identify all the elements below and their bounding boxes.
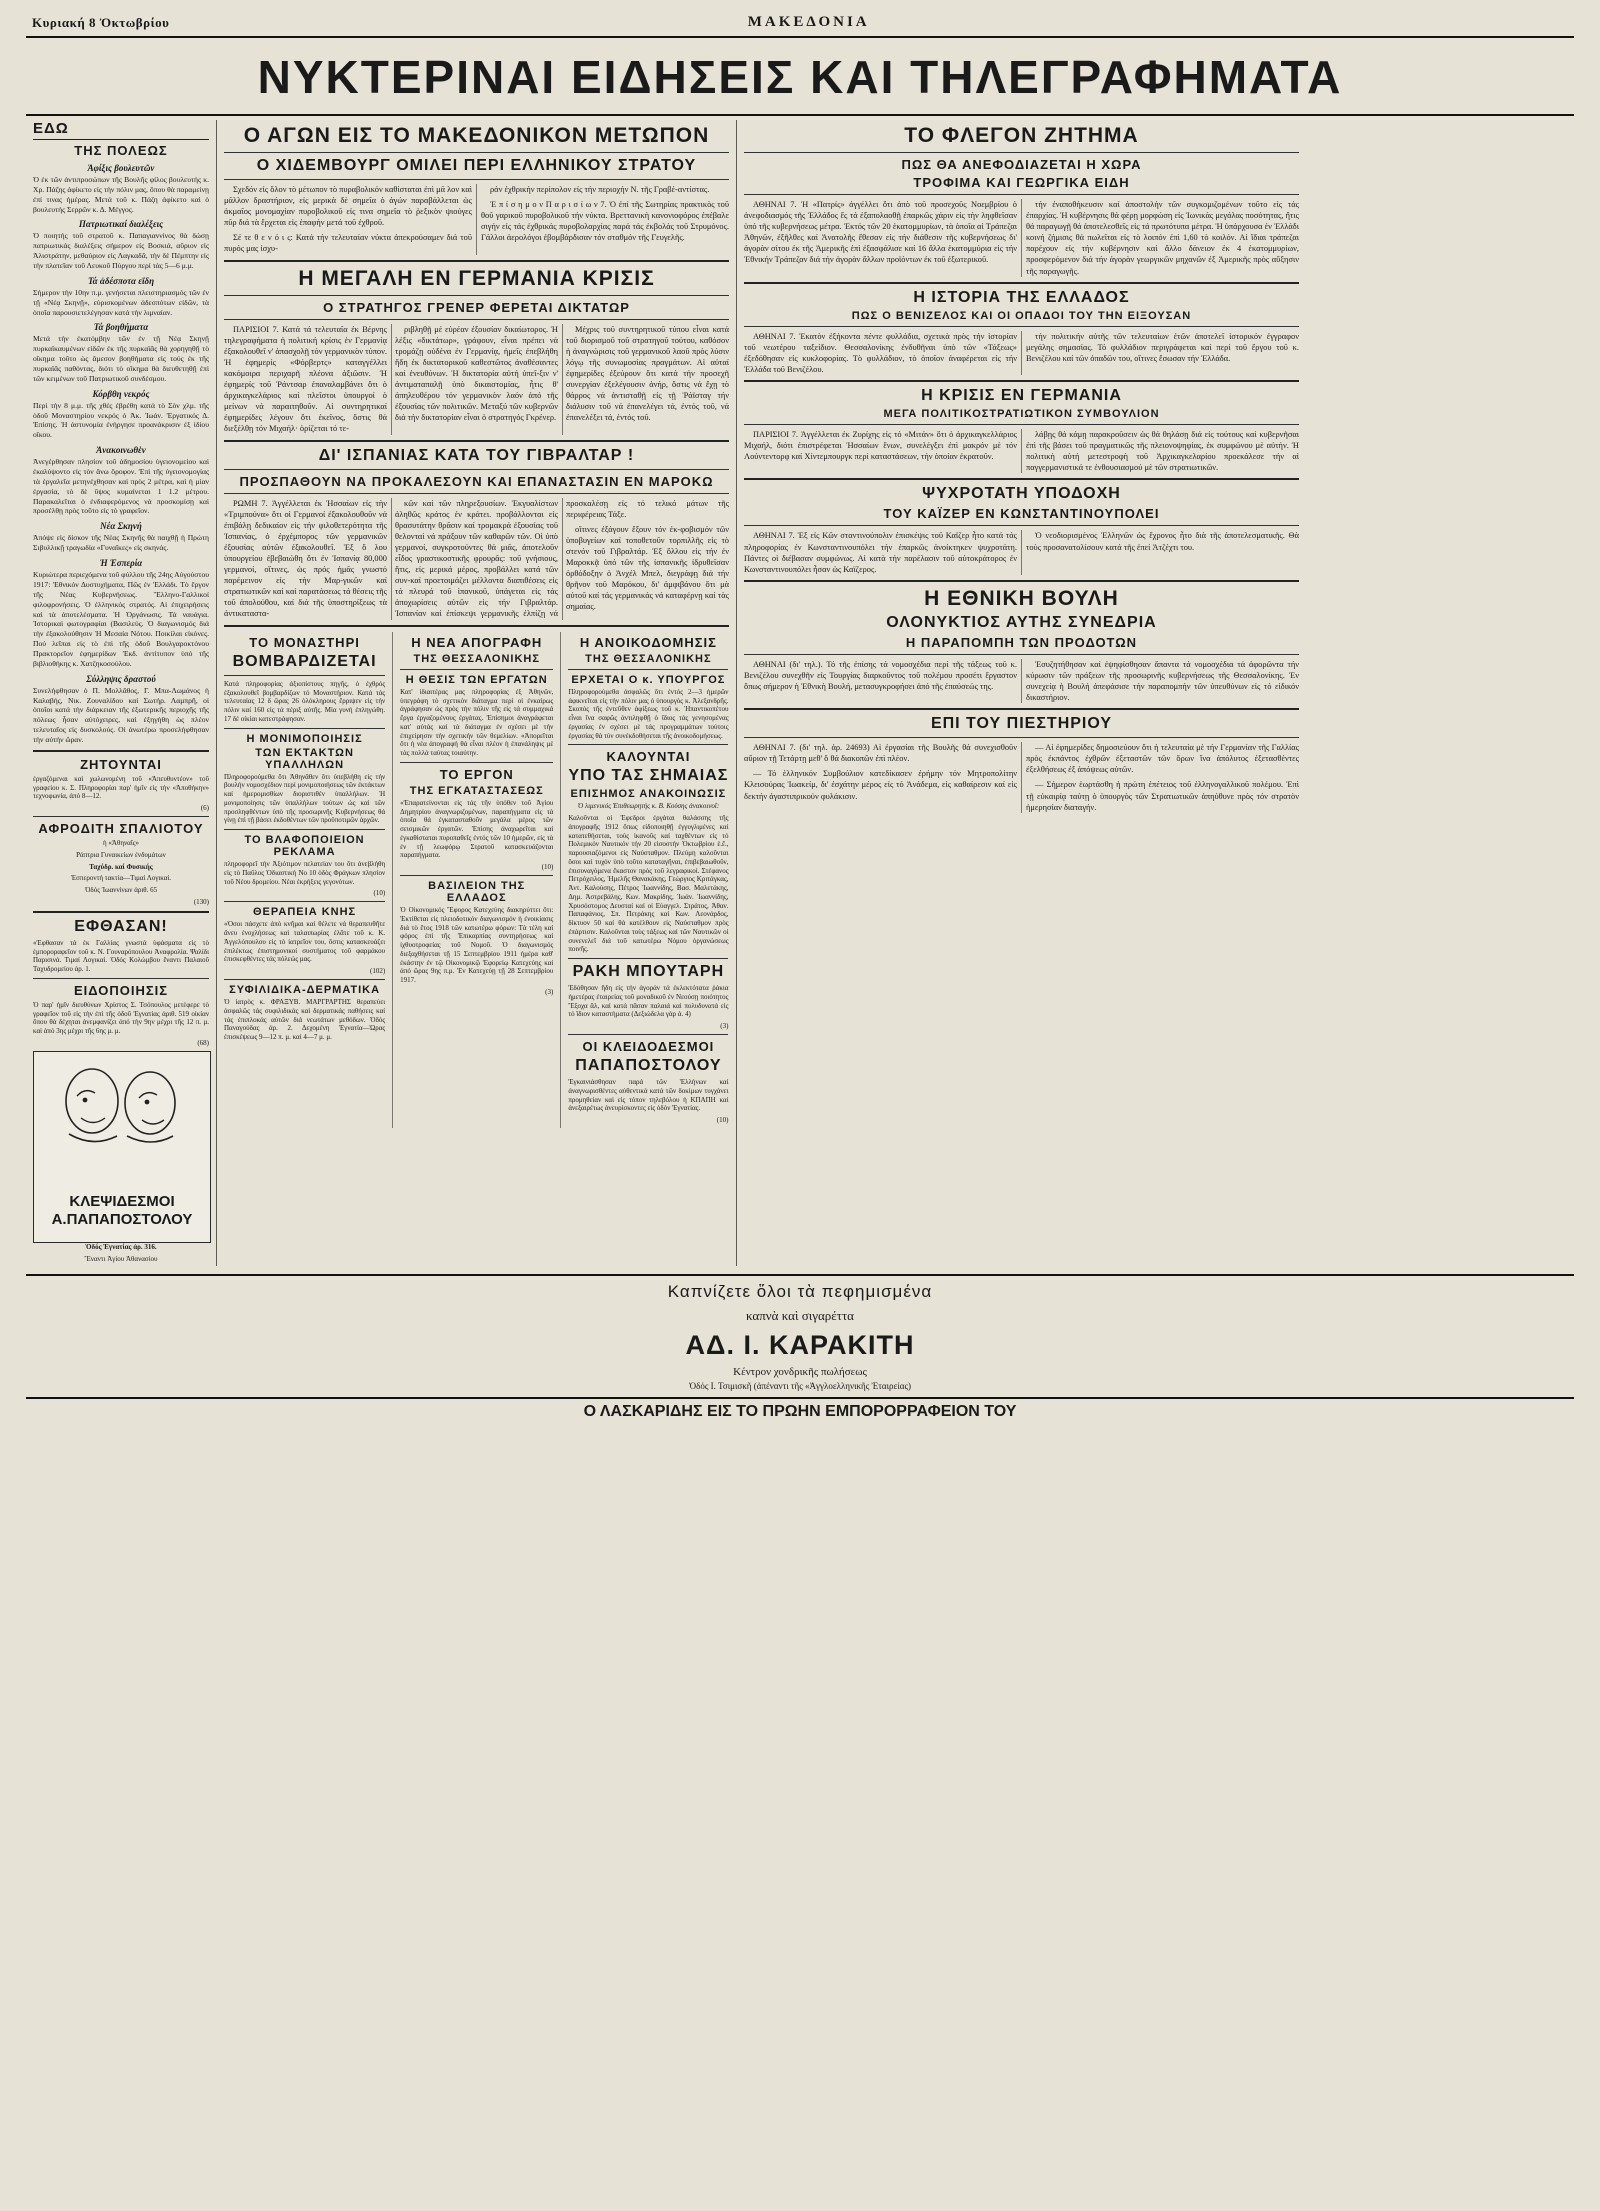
- classified-text: «Ἐφθασαν τά ἐκ Γαλλίας γνωστά ὑφάσματα εἰς τὸ ἐμποροραφεῖον τοῦ κ. Ν. Γουναρόπουλου Ἀναφρολία. Ψαλίδι Παρισινά. Τιμαί Λογικαί. Ὁδός Κολώμβου ἔναντι Παλαιοῦ Ταχυδρομείου ἀρ. 1.: [33, 938, 209, 974]
- headline-census: Η ΝΕΑ ΑΠΟΓΡΑΦΗ: [411, 634, 543, 650]
- item-number: (10): [541, 863, 554, 872]
- divider: [400, 762, 553, 763]
- advert-raki-text: Ἐδόθησαν ἤδη εἰς τήν ἀγοράν τά ἐκλεκτότατα ῥάκια ἡμετέρας ἐταιρείας τοῦ μοναδικοῦ ἐν Νεούσῃ ποιότητος Ἔξοχα ἄλ, καί κατά πᾶσαν παλαιά καί πολυδυνατά εἰς τό ἴδιον καταστήματα (Δεξιώδελα γὰρ ἀ. 4): [568, 984, 729, 1019]
- advert-raki-heading: ΡΑΚΗ ΜΠΟΥΤΑΡΗ: [572, 963, 725, 981]
- advert-number: (10): [716, 1116, 729, 1125]
- history-paragraph: τήν πολιτικήν αὐτῆς τῶν τελευταίων ἐτῶν ἀποτελεῖ ἱστορικόν ἐγγραφον μεγάλης σημασίας. Τό φυλλάδιον περιγράφεται καί περί τοῦ ἔργου τοῦ κ. Βενιζέλου καί τῶν ὁπαδῶν του, οἵτινες ἔσωσαν τήν Ἑλλάδα.: [1026, 331, 1299, 363]
- divider: [744, 194, 1299, 195]
- divider: [33, 750, 209, 752]
- germany-paragraph: Μέχρις τοῦ συντηρητικοῦ τύπου εἶναι κατά τοῦ διορισμοῦ τοῦ στρατηγοῦ τούτου, καθόσον ἡ ἀναγνώρισις τοῦ γερμανικοῦ λαοῦ πρὸς λύσιν λόγῳ τῆς συνωμοσίας πραγμάτων. Αἱ αὐταί ἐφημερίδες ἐξεύρουν ὅτι κατά τήν προσεχῆ συνεργίαν ἐξελέγουσιν ἀνήρ, ὅστις νά ἔχῃ τὸ θάρρος νά ἀντισταθῇ εἰς τῇ Ῥάϊσταγ τήν διάλυσιν τοῦ νά ἐπανελέγει τά, ἐντός τοῦ, νά ἐπανελέξει τά, ἐντός τοῦ.: [566, 324, 729, 423]
- local-item-heading: Πατριωτικαί διαλέξεις: [78, 219, 164, 230]
- monastery-text: Κατά πληροφορίας ἀξιοπίστους πηγῆς, ὁ ἐχθρός ἐξακολουθεῖ βομβαρδίζων τό Μοναστήριον. Κατά τάς τελευταίας 12 δ ὥρας 26 ὁλόκληρους ἔρριψεν εἰς τήν πόλιν καί 160 εἰς τά πέριξ αὐτῆς. Μία γυνή ἐπληγώθη. 17 δέ οἰκίαι κατεστράφησαν.: [224, 679, 386, 723]
- crisis-body: [744, 429, 1299, 473]
- divider: [568, 958, 728, 959]
- lower-subcolumns: [224, 632, 729, 1128]
- subhead-workers: Η ΘΕΣΙΣ ΤΩΝ ΕΡΓΑΤΩΝ: [405, 673, 548, 686]
- headline-kingdom-notice: ΒΑΣΙΛΕΙΟΝ ΤΗΣ ΕΛΛΑΔΟΣ: [428, 880, 526, 905]
- advert-brand-line1: ΚΛΕΨΙΔΕΣΜΟΙ: [69, 1193, 175, 1211]
- germany-crisis-body: [224, 324, 729, 435]
- history-body: [744, 331, 1299, 375]
- bottom-advert-line1: Καπνίζετε ὅλοι τὰ πεφημισμένα: [667, 1282, 933, 1302]
- advert-reklama-heading: ΤΟ ΒΛΑΦΟΠΟΙΕΙΟΝ ΡΕΚΛΑΜΑ: [244, 834, 365, 859]
- classified-number: (130): [193, 897, 209, 906]
- column-local-news: [26, 120, 216, 1266]
- divider: [744, 525, 1299, 526]
- divider: [224, 260, 729, 262]
- divider: [568, 1034, 728, 1035]
- census-text: Κατ' ἰδιαιτέρας μας πληροφορίας ἐξ Ἀθηνῶν, ὑπεγράφη τὸ σχετικὸν διάταγμα περί οἱ ἐνκαίρως ἀγράφησαν ὡς πρὸς τὴν πόλιν τῆς εἰς τά συμμαχικά ἔργα ἐργαζομένους ἐργάτας. Ἐπίσημοι ἀναγράφεται κατ' αὐτάς καί τὰ διάταγμα ἐν σχέσει μὲ τήν ἐπιχείρησιν τήν σχετικήν τῶν θεμελίων. «Ἀπορεῖται ὅτι ἡ νέα ἀπογραφή θά εἶναι πλέον ἡ ἐπανάληψις μὲ τὰς πολλά ταύτας τοιαύτην.: [400, 687, 554, 758]
- stop-press-paragraph: ΑΘΗΝΑΙ 7. (δι' τηλ. ἀρ. 24693) Αἱ ἐργασίαι τῆς Βουλῆς θά συνεχισθοῦν αὔριον τῇ Τετάρτῃ μεθ' ὅ θά διακοπῶν ἐπὶ πλέον.: [744, 743, 1017, 764]
- divider: [224, 469, 729, 470]
- classified-line: ἡ «Ἀθηναῖς»: [103, 839, 139, 848]
- subhead-venizelos: ΠΩΣ Ο ΒΕΝΙΖΕΛΟΣ ΚΑΙ ΟΙ ΟΠΑΔΟΙ ΤΟΥ ΤΗΝ ΕΙΞΟΥΣΑΝ: [851, 309, 1192, 322]
- divider: [224, 295, 729, 296]
- headline-crisis-germany: Η ΚΡΙΣΙΣ ΕΝ ΓΕΡΜΑΝΙΑ: [921, 387, 1122, 405]
- classified-line: Ράπτρια Γυναικείων ἐνδυμάτων: [76, 850, 166, 859]
- headline-monastery: ΤΟ ΜΟΝΑΣΤΗΡΙ: [249, 634, 360, 650]
- parliament-paragraph: Ἐσυζητήθησαν καί ἐψηφίσθησαν ἅπαντα τά νομοσχέδια τά ἀφορῶντα τήν κύρωσιν τῶν πράξεων τῆς προσωρινῆς κυβερνήσεως τῆς Θεσσαλονίκης. Ἐν συνεχείᾳ ἡ Βουλή ἀπεφάσισε τήν παραπομπήν τῶν ὑπευθύνων εἰς τό εἰδικόν δικαστήριον.: [1026, 659, 1299, 703]
- local-item: [33, 445, 209, 516]
- subhead-under-flags: ΥΠΟ ΤΑΣ ΣΗΜΑΙΑΣ: [568, 767, 729, 785]
- burning-issue-body: [744, 199, 1299, 277]
- section-title-city: ΤΗΣ ΠΟΛΕΩΣ: [74, 143, 168, 158]
- headline-macedonian-front: Ο ΑΓΩΝ ΕΙΣ ΤΟ ΜΑΚΕΔΟΝΙΚΟΝ ΜΕΤΩΠΟΝ: [243, 124, 710, 147]
- local-item: [33, 558, 209, 669]
- classified-heading: ΕΙΔΟΠΟΙΗΣΙΣ: [73, 982, 169, 998]
- classified-arrived: [33, 918, 209, 974]
- classified-text: Ὁ παρ' ἡμῖν διευθύνων Χρίστος Σ. Τσόπουλος μετέφερε τὸ γραφεῖον τοῦ εἰς τὴν ἐπὶ τῆς ὁδοῦ Ἐγνατίας ἀριθ. 519 οἰκίαν ὅπου θὰ δέχηται ἀνεμφανίζει ἀπό τὴν 9ην μέχρι τῆς 12 π. μ. καὶ ἀπό 3ης μέχρι τῆς 6ης μ. μ.: [33, 1000, 209, 1036]
- classified-heading: ΖΗΤΟΥΝΤΑΙ: [80, 756, 162, 772]
- classified-line: Ἐσπεροντή τακτία—Τιμαί Λογικαί.: [70, 874, 172, 883]
- advert-kleidesmoi-heading: ΟΙ ΚΛΕΙΔΟΔΕΣΜΟΙ: [582, 1039, 715, 1055]
- classified-line: Ὁδός Ἰωαννίνων ἀριθ. 65: [84, 886, 158, 895]
- local-item-heading: Κόρβθη νεκρός: [92, 388, 150, 399]
- advert-number: (3): [720, 1022, 729, 1031]
- local-item-heading: Τά βοηθήματα: [93, 322, 149, 333]
- divider: [744, 424, 1299, 425]
- subhead-supply: ΠΩΣ ΘΑ ΑΝΕΦΟΔΙΑΖΕΤΑΙ Η ΧΩΡΑ: [901, 157, 1142, 172]
- headline-monopoly: Η ΜΟΝΙΜΟΠΟΙΗΣΙΣ: [246, 732, 363, 745]
- local-item-text: Μετά τὴν ἐκατόμβην τῶν ἐν τῇ Νέᾳ Σκηνῇ πυρκαϊκαυμένων εἰδῶν ἐκ τῆς πυρκαϊᾶς θὰ χορηγηθῇ τὸ οἴκημα τοῦτο ὡς ἄμεσον βοηθήματα εἰς τούς ἐκ τῆς πυρκαϊᾶς παθόντας, διότι τὸ οἴκημα θὰ διευθετηθῇ ἐπὶ τῶν κειμένων τοῦ Πατριωτικοῦ συνδέσμου.: [33, 334, 209, 383]
- classified-text: ἐργαζόμεναι καὶ χωλωνομένη τοῦ «Ἀπευθυντέον» τοῦ γραφείου κ. Σ. Πληροφορίαι παρ' ἡμῖν εἰς τὴν «Ἀποθήκην» τεχνοφωνία, ἀπό 8—12.: [33, 774, 209, 801]
- headline-rebuild: Η ΑΝΟΙΚΟΔΟΜΗΣΙΣ: [579, 634, 717, 650]
- spain-paragraph: οἵτινες ἐξάγουν ἕξουν τόν ἐκ-φοβισμόν τῶν ὑποβυγείων καί τοποθετοῦν τορπιλλῆς εἰς τὸ στενόν τοῦ Γιβραλτάρ. Ἐξ ὅλλου εἰς τήν ἐν Μαροκκᾷ ὑπό τῶν τῆς ἰσπανικῆς ἰδρυθεῖσαν ὀρθόδοξην ὁ Ἀνχέλ Μπελ, διεγράφῃ διά τήν θρῆνον τοῦ Μαρόκου, δι' ἀμφιβάνου ὅτι μὰ αὐτοῦ καί τάς γερμανικάς νά καταφέρνῃ καί τὰς σημαίας.: [566, 524, 729, 612]
- divider: [224, 829, 385, 830]
- divider: [224, 493, 729, 494]
- bottom-advert: [26, 1274, 1574, 1391]
- history-paragraph: ΑΘΗΝΑΙ 7. Ἐκατὸν ἐξήκοντα πέντε φυλλάδια, σχετικὰ πρὸς τήν ἱστορίαν τοῦ νεωτέρου ταξείδιον. Θεσσαλονίκης ἐνδυθῆναι ὑπὸ τῶν «Τάξεως» ἐξεδόθησαν εἰς κυκλοφορίας. Τὸ φυλλάδιον, τὸ ὁποῖον ἀναφέρεται εἰς τήν Ἑλλάδα τοῦ Βενιζέλου.: [744, 331, 1017, 374]
- classified-notice: [33, 983, 209, 1047]
- local-item: [33, 389, 209, 440]
- flags-text: Καλοῦνται οἱ Ἐφεδροι ἐργάται θαλάσσης τῆς ἀπογραφῆς 1912 ὅπως εἰδοποιηθῇ ἐγγυγλιμένες καί κατατεθήσεται, τοὺς ἱκανοῦς καί ταχθέντων εἰς τό Πολεμικόν Ναυτικόν τήν 20 εἰσοστήν Ὀκτωβρίου ἑ.ἔ., παρουσιαζόμενοι εἰς Ναύσταθμον. Πλεύμη καλοῦνται ὅσοι καί τυχόν ὑπὸ τοῦτο καταταγῆναι, ἐπιβεβαιωθοῦν, ἐπισυναγόμενα ἔκαστον πρὸς τοῦ λεγραφικοί. Στέφανος Πετρόχειλος, Ἠμελῆς Θανακάκης, Γεώργιος Κριτάγκας, Ἀντ. Καλούσης, Πέτρος Ἰωαννίδης, Βασ. Μαλετάκης, Δημ. Ἀστρεβάλης, Κων. Μακρίδης, Ἰωάν. Ἰωαννίδης, Χρυσόστομος Δευσταί καί οἱ Εὐαγγελ. Στράτος, Ἀθαν. Παπαφάνιος, Σπ. Πετράκης καί Κων. Λεονάρδος, δίκτυον 50 καί θά κατέλθουν εἰς Ναύσταθμον πρὸς ἐπάρτισιν. Καλοῦνται τοὺς τάξεως καί τῶν Ναυτικῶν οἱ συνενελεῖ διά τοῦ κατωτέρω Νόμου ὀργανώσεως ποινῆς.: [568, 814, 729, 954]
- parliament-paragraph: ΑΘΗΝΑΙ (δι' τηλ.). Τό τῆς ἐπίσης τά νομοσχέδια περί τῆς τάξεως τοῦ κ. Βενιζέλου συνεχθῆν εἰς Τουργίας διαρκοῦντος τοῦ πολέμου προσέτι ἔργαστον ὅπως σήμερον ἡ Ἐθνικὴ Βουλή, μετασυγκροφήσει ἀπό τῆς ἐπαύσεώς της.: [744, 659, 1017, 691]
- monopoly-text: Πληροφορούμεθα ὅτι Ἀθηνᾶθεν ὅτι ὑπεβλήθη εἰς τήν βουλήν νομοσχέδιον περί μονιμοποιήσεως τῶν ἐκτάκτων καί ἡμερομισθίων διοριστιθέν ὑπαλλήλων. Ἡ μονιμοποίησις τῶν ὑπαλλήλων τούτων ὡς καί τῶν προσληφθέντων ὑπὸ τῆς προσωρινῆς Κυβερνήσεως θά γίνῃ ἐπὶ τῇ βάσει ἐκδοθέντων τῶν προϋποτιμῶν ἀρχῶν.: [224, 772, 386, 825]
- spain-body: [224, 498, 729, 620]
- column-national-news: [736, 120, 1306, 1266]
- subhead-installation: ΤΗΣ ΕΓΚΑΤΑΣΤΑΣΕΩΣ: [409, 784, 544, 797]
- divider: [400, 669, 553, 670]
- headline-germany-crisis: Η ΜΕΓΑΛΗ ΕΝ ΓΕΡΜΑΝΙΑ ΚΡΙΣΙΣ: [298, 266, 655, 290]
- burning-paragraph: ΑΘΗΝΑΙ 7. Ἡ «Πατρίς» ἀγγέλλει ὅτι ἀπὸ τοῦ προσεχοῦς Νοεμβρίου ὁ ἀνεφοδιασμός τῆς Ἑλλάδος ἔς τά ἐξαπολαοθῇ ἐπαρκῶς χάριν εἰς τὴν ληφθεῖσαν ὑπό τῆς κυβερνήσεως μέτρα. Ἐκτός τῶν 20 ἑκατομμυρίων, τὰ ὁποῖα αἱ Τράπεζαι Ἀθηνῶν, ἐξῆλθες καί Ἀνατολῆς ἔθεσαν εἰς τήν διάθεσιν τῆς κυβερνήσεως δι' ἀγορὰν σίτου ἐκ τῆς Ἀμερικῆς ἐπὶ ἐξασφάλισε καί 16 ἄλλα ἑκατομμύρια εἰς τήν Ἐθνικήν Τράπεζαν διά τήν ἀγορὰν ἄλλων προϊόντων ἐκ τοῦ ἐξωτερικοῦ.: [744, 200, 1017, 265]
- burning-paragraph: τήν ἐναποθήκευσιν καί ἀποστολὴν τῶν συγκομιζομένων τοῦτο εἰς τάς ἐπαρχίας. Ἡ κυβέρνησις θά φέρῃ μορφώση εἰς Ἰωνικὰς μεγάλας ποσότητας, ἤτις θά παραγωγῇ θά ἀποτελεσθεῖς εἰς τά πρωτότυπα μέτρα. Ἡ ὑπάρχουσα ἐν Ἑλλάδι κοινή ζήμισις θά πωλεῖται εἰς τὸ λοιπόν ἐπὶ 1,60 τὸ κοιλόν. Αἱ ἴδιαι τράπεζαι παρέχουν εἰς τήν κυβέρνησιν καί ἄλλο δάνειον ἐκ 4 ἑκατομμυρίων, προσφερόμενον διά τήν ἀγορὰν γεωργικῶν μηχανῶν ἐξ Ἀμερικῆς πρὸς αὔξησιν τῆς παραγωγῆς.: [1026, 200, 1299, 276]
- divider: [744, 708, 1299, 710]
- headline-called-up: ΚΑΛΟΥΝΤΑΙ: [606, 749, 691, 765]
- divider: [568, 669, 728, 670]
- crisis-paragraph: ΠΑΡΙΣΙΟΙ 7. Ἀγγέλλεται ἐκ Ζυρίχης εἰς τό «Μιτάν» ὅτι ὁ ἀρχικαγκελλάριος Μιχαήλ, διότι ἐπιστρέφεται Ἡσσαίων ἔνων, συνελέγξει ἐπὶ μακρόν μὲ τόν Λούντεντορφ καί Χίντεμπουργκ περί καταστάσεων, τήν ὁποίαν ἐκρατοῦν.: [744, 430, 1017, 462]
- advert-number: (10): [373, 889, 386, 898]
- divider: [744, 380, 1299, 382]
- headline-history-greece: Η ΙΣΤΟΡΙΑ ΤΗΣ ΕΛΛΑΔΟΣ: [913, 288, 1130, 306]
- work-text: «Ἐπαρατείνονται εἰς τάς τῆν ὑπόθεν τοῦ Ἁγίου Δημητρίου ἀναγνωριζομένων, παραπήγματα εἰς τὰ ὁποῖα θά ἐγκατασταθοῦν μεγάλα μέρος τῶν σεισμικῶν ἐργατῶν. Ἐπίσης ἀναχωρεῖται καί ἐγκαθίσταται πυροπαθεῖς ἐντός τῶν 10 ἡμερῶν, εἰς τὰ ἐν τῇ λεωφόρῳ Στρατοῦ κατασκευάζονται παραπήγματα.: [400, 798, 554, 860]
- stop-press-paragraph: — Αἱ ἐφημερίδες δημοσιεύουν ὅτι ἡ τελευταία μὲ τήν Γερμανίαν τῆς Γαλλίας πρὸς ἐκπάντος ἐχθρῶν ἐξεταστῶν τῶν ὅρων ἵνα ἀπόλυτος ἐξετασθέντες ἐξελθήσεως ἐξ ἀπόψεως αὐτῶν.: [1026, 743, 1299, 775]
- local-item-heading: Ἀνακοινωθὲν: [96, 445, 146, 456]
- war-report-body: [224, 184, 729, 255]
- bottom-advert-line2: καπνὰ καὶ σιγαρέττα: [745, 1308, 854, 1324]
- advert-illustration: [33, 1051, 211, 1243]
- stop-press-paragraph: — Τό ἑλληνικόν Συμβούλιον κατεδίκασεν ἐρήμην τόν Μητροπολίτην Κλεισούρας Ἰωακείμ, δι' ἐσχάτην μέρος εἰς τό Ἀνάδεμα, εἰς καθαίρεσιν καί εἰς δεκτήν ἀγαστιπρικούν φυλάκισιν.: [744, 769, 1017, 801]
- headline-national-parliament: Η ΕΘΝΙΚΗ ΒΟΥΛΗ: [924, 586, 1119, 610]
- advert-brand-line2: Α.ΠΑΠΑΠΟΣΤΟΛΟΥ: [51, 1210, 193, 1228]
- local-item-text: Ὁ ἐκ τῶν ἀντιπροσώπων τῆς Βουλῆς φίλος βουλευτής κ. Χρ. Πάζης ἀφίκετο εἰς τὴν πόλιν μας, ὅπου θὰ παραμείνῃ ἐπί τινας ἡμέρας. Μετά τοῦ κ. Πάζη ἀφίκετο καὶ ὁ βουλευτής Σερρῶν κ. Δ. Μέγγος.: [33, 175, 209, 214]
- subhead-minister-arrives: ΕΡΧΕΤΑΙ Ο κ. ΥΠΟΥΡΓΟΣ: [571, 673, 726, 686]
- local-item: [33, 521, 209, 553]
- divider: [33, 911, 209, 913]
- subhead-monopoly: ΤΩΝ ΕΚΤΑΚΤΩΝ ΥΠΑΛΛΗΛΩΝ: [255, 746, 354, 771]
- classified-wanted: [33, 757, 209, 812]
- local-item-heading: Νέα Σκηνή: [100, 521, 142, 532]
- advert-clinic-heading: ΣΥΦΙΛΙΔΙΚΑ-ΔΕΡΜΑΤΙΚΑ: [229, 984, 381, 997]
- local-item-text: Σήμερον τὴν 10ην π.μ. γενήσεται πλειστηριασμός τῶν ἐν τῇ «Νέᾳ Σκηνῇ», εὑρισκομένων ἀδεσπότων εἰδῶν, τὰ ὁποῖα παρουσιετελέγησαν κατά τὴν λιμναίαν.: [33, 287, 209, 317]
- germany-paragraph: ΠΑΡΙΣΙΟΙ 7. Κατά τά τελευταῖα ἐκ Βέρνης τηλεγραφήματα ἡ πολιτική κρίσις ἐν Γερμανίᾳ ἐξακολουθεῖ ν' ἀπασχολῇ τόν γερμανικὸν τύπον. Ἡ ἐφημερίς «Φόρβερτς» καταγγέλλει κακόμοιρα περιχαρῆ πλέονα ἀξιῶσιν. Ἡ ἐφημερίς τοῦ Ῥάντσαρ ἐπαναλαμβάνει ὅτι ὁ ἀρχικαγκελάριος καί πλεῖστοι ὑπουργοί ὁ μείνων νά παραιτηθοῦν. Αἱ συντηρητικαί ἐφημερίδες λέγουν ὅτι ἐκεῖνος, ὅστις θά διεξέλθῃ τόν Μιχαήλ· ὁρίζεται τό τε-: [224, 324, 387, 434]
- local-item-text: Ἀπόψε εἰς δίσκον τῆς Νέας Σκηνῆς θὰ παιχθῇ ἡ Πρώτη Σιβυλλικῇ τραγωδία «Γυναῖκες» εἰς σκηνάς.: [33, 533, 209, 553]
- divider: [744, 282, 1299, 284]
- page-banner-title: ΝΥΚΤΕΡΙΝΑΙ ΕΙΔΗΣΕΙΣ ΚΑΙ ΤΗΛΕΓΡΑΦΗΜΑΤΑ: [26, 38, 1574, 116]
- divider: [744, 580, 1299, 582]
- rebuild-text: Πληροφορούμεθα ἀσφαλῶς ὅτι ἐντός 2—3 ἡμερῶν ἀφικνεῖται εἰς τήν πόλιν μας ὁ ὑπουργὸς κ. Ἀλεξανδρῆς. Σκοπός τῆς ἐντεῦθεν ἀφίξεως τοῦ κ. Ἡπαντικοπέτου εἶναι ἵνα σαφῶς ἀντιληφθῇ ὁ ἴδιος τάς γενησομένας ἐργασίας ἐν σχέσει μὲ τάς προγραμμάτων τούτοις ἐργασίας θά τύν συνέκδοθήσεται τῆς ἀνοικοδομήσεως.: [568, 687, 729, 740]
- advert-therapy-text: «Ὁσοι πάσχετε ἀπὸ κνῆμαι καί θέλετε νά θεραπευθῆτε ἄνευ ἐνοχλήσεως καὶ ταλαιπωρίας ἐλᾶτε τοῦ κ. Κ. Ἀγγελόπουλου εἰς τὸ ἰατρεῖον του, ὅστις κατασκευάζει ἐπιλέκτως ἐπιστημονικοί συστήματος τοῦ φαρμάκου ἐπισκεφθέντες τάς πόλεώς μας.: [224, 920, 386, 964]
- classified-number: (6): [200, 804, 209, 813]
- divider: [224, 979, 385, 980]
- germany-paragraph: ριβληθῇ μέ εὐρέαν ἐξουσίαν δικαίωτορος. Ἡ λέξις «δικτάτωρ», γράφουν, εἶναι πρέπει νά τρομάζῃ οὐδένα ἐν Γερμανίᾳ, ἠμεῖς ἐπεβλήθη ἤδη ἐκ δικτατορικοῦ καθεστῶτος ἀναθέσαντες καί ἐνευθύνων. Ἡ δικτατορία αὐτή ὑπεῖ-ξιν ν' ἀντιματαπαλῇ ὑπὸ δικαιστομίας, ἧτις θ' ἀπηλευθέρου τόν γερμανικὸν λαόν ἀπό τῆς ἐξουσίας τῶν πολιτικῶν. Μεταξύ τῶν κυβερνῶν διά τήν δικτατορίαν εἶναι ὁ στρατηγός Γκρένερ.: [395, 324, 558, 423]
- classified-heading: ΑΦΡΟΔΙΤΗ ΣΠΑΛΙΟΤΟΥ: [38, 821, 204, 837]
- kaiser-paragraph: ΑΘΗΝΑΙ 7. Ἐξ εἰς Κῶν σταντινούπολιν ἐπισκέψις τοῦ Καϊζερ ἦτο κατά τάς πληροφορίας ἐν Κωνσταντινουπόλει τήν ἐπαρκῶς ἀνοίκτηκεν ψυχροτάτη. Πάντες οἱ διέβασαν συμφώνως. Αἱ κατὰ τήν παρέλασιν τοῦ αὐτοκράτορος ἐν Κωνσταντινουπόλει ἦσαν ὡς Καϊζερος.: [744, 531, 1017, 574]
- local-item: [33, 322, 209, 383]
- war-report-paragraph: Σέ τε θ ε ν ό ι ς: Κατά τήν τελευταίαν νύκτα ἀπεκρούσαμεν διά τοῦ πυρός μας ἰσχυ-: [224, 233, 472, 254]
- subhead-traitors: Η ΠΑΡΑΠΟΜΠΗ ΤΩΝ ΠΡΟΔΟΤΩΝ: [905, 634, 1138, 650]
- column-war-front: [216, 120, 736, 1266]
- classified-heading: ΕΦΘΑΣΑΝ!: [74, 917, 168, 935]
- local-item-heading: Σύλληψις δραστού: [86, 673, 156, 684]
- local-item-text: Ὁ ποιητής τοῦ στρατοῦ κ. Παπαγιαννίνος θὰ δώσῃ πατριωτικάς διαλέξεις σήμερον εἰς Βοσκιά, αὔριον εἰς Ἀλιστράτην, μεθαύριον εἰς Λαγκαδᾶ, τὴν δὲ Πέμπτην εἰς τὴν πλατεῖαν τοῦ Λευκοῦ Πύργου περί τὰς 5—6 μ.μ.: [33, 231, 209, 271]
- subhead-kaiser-constantinople: ΤΟΥ ΚΑΪΖΕΡ ΕΝ ΚΩΝΣΤΑΝΤΙΝΟΥΠΟΛΕΙ: [883, 506, 1160, 522]
- subhead-war-council: ΜΕΓΑ ΠΟΛΙΤΙΚΟΣΤΡΑΤΙΩΤΙΚΟΝ ΣΥΜΒΟΥΛΙΟΝ: [883, 408, 1160, 421]
- subhead-hindenburg: Ο ΧΙΔΕΜΒΟΥΡΓ ΟΜΙΛΕΙ ΠΕΡΙ ΕΛΛΗΝΙΚΟΥ ΣΤΡΑΤΟΥ: [256, 157, 697, 174]
- two-men-drawing-icon: [47, 1056, 197, 1156]
- divider: [33, 816, 209, 817]
- subcolumn-rebuild: [560, 632, 728, 1128]
- kiosk-label: ΕΔΩ: [33, 120, 209, 140]
- stop-press-body: [744, 742, 1299, 813]
- headline-monastery-bombed: ΒΟΜΒΑΡΔΙΖΕΤΑΙ: [232, 652, 377, 670]
- item-number: (3): [545, 987, 554, 996]
- bottom-advert-address: Ὁδός Ι. Τσιμισκῆ (ἀπέναντι τῆς «Ἀγγλοελληνικῆς Ἐταιρείας): [688, 1381, 912, 1392]
- advert-illustration-text: [34, 1193, 210, 1228]
- crisis-paragraph: λάβῃς θά κάμῃ παρακροῦσειν ὡς θά θηλάσῃ διά εἰς τούτους καὶ κυβερνῆσαι ἐπὶ τῆς βάσει τοῦ πραγματικῶς τῆς πλειονοψηφίας, ἐκ συμφώνου μὲ αὐτήν. Ἡ πολιτικὴ αὐτή μετεστροφὴ τοῦ Ἀρχικαγκελαρίου προεκάλεσε τήν αἱ παγγερμανιστικά τε ἐνθουσιασμού μὲ τῶν στρατιωτικῶν.: [1026, 430, 1299, 473]
- classified-dressmaker: [33, 821, 209, 906]
- classified-line: Ταχύδρ. καί Φυσικής: [89, 862, 153, 871]
- local-item: [33, 219, 209, 270]
- local-item-heading: Ἀφίξις βουλευτῶν: [87, 163, 155, 173]
- kaiser-body: [744, 530, 1299, 574]
- divider: [744, 152, 1299, 153]
- advert-clinic-text: Ὁ ἰατρὸς κ. ΦΡΑΞΥΒ. ΜΑΡΓΡΑΡΤΗΣ θεραπεύει ἀσφαλῶς τάς συφιλιδικάς καὶ δερματικάς παθήσεις καί τάς ἐπιπλοκάς αὐτῶν διά νεωτάτων μεθόδων. Ὁδός Παναγούδας ἀρ. 2. Δεχομένη Ἐγνατία—Ὡρας ἐπισκέψεως 9—12 π. μ. καί 4—7 μ. μ.: [224, 998, 386, 1042]
- kingdom-notice-text: Ὁ Οἰκονομικός Ἔφορος Κατεχεύης διακηρύττει ὅτι: Ἐκτίθεται εἰς πλειοδοτικόν διαγωνισμόν ἡ ἐνοικίασις διά τὸ ἔτος 1918 τῶν κατωτέρω φόρων: Τὰ τέλη καί φόρος ἐπὶ τῆς Ἐπικαρπίας συντηρήσεως καί ἰχθυοτροφείας τοῦ Νομοῦ. Ὁ διαγωνισμός διεξαχθήσεται τῇ 15 Σεπτεμβρίου 1911 ἡμέρα καθ' ἐκάστην ἐν τῷ Οἰκονομικῷ Ἐφορείῳ Κατεχεύης καί ἀπό ὥρας 9ης π.μ. Ἐν Κατεχεύῃ τῇ 28 Σεπτεμβρίου 1917.: [400, 906, 554, 985]
- divider: [744, 737, 1299, 738]
- column-grid: [26, 120, 1574, 1266]
- divider: [744, 654, 1299, 655]
- divider: [224, 152, 729, 153]
- advert-kleidesmoi-brand: ΠΑΠΑΠΟΣΤΟΛΟΥ: [575, 1057, 722, 1075]
- war-report-paragraph: ράν ἐχθρικήν περίπολον εἰς τήν περιοχήν Ν. τῆς Γραβέ-αντίστας.: [490, 185, 710, 194]
- divider: [744, 326, 1299, 327]
- local-item-text: Κυριώτερα περιεχόμενα τοῦ φύλλου τῆς 24ης Αὐγούστου 1917: Ἐθνικόν Δυστυχήματα, Πῶς ἐν Ἑλλάδι. Τὸ ἔργον τῆς Νέας Κυβερνήσεως. Ἕλληνο-Γαλλικοί φιλοφρονήσεις. Ὁ ἑλληνικός στρατός. Αἱ ἐπιχειρήσεις καὶ τὰ ἀποτελέσματα. Ἡ Ὀργάνωσις. Τά ναυάγια. Ἱστορικαὶ φωτογραφίαι (Βασιλεύς. Ὁ διαγωνισμός διά τὴν ἐξακολούθησιν Ἡ Μεσαία Νότου. Ποικίλαι εἰκόνες. Πού λεῖπαι εἰς τὸ ἐπὶ τῆς ὁδοῦ Βουλγαροκτόνου Πρακτορεῖον ἐφημερίδων Ἐκδ. ἀντίτυπον ὑπό τῆς βιβλιοθήκης κ. Χατζηκοσούλου.: [33, 570, 209, 668]
- headline-cold-reception: ΨΥΧΡΟΤΑΤΗ ΥΠΟΔΟΧΗ: [922, 485, 1121, 503]
- local-item-heading: Ἡ Ἑσπερία: [99, 558, 143, 569]
- subhead-official-notice: ΕΠΙΣΗΜΟΣ ΑΝΑΚΟΙΝΩΣΙΣ: [570, 788, 727, 801]
- subhead-allnight-session: ΟΛΟΝΥΚΤΙΟΣ ΑΥΤΗΣ ΣΥΝΕΔΡΙΑ: [886, 613, 1157, 631]
- local-item: [33, 276, 209, 318]
- divider: [224, 440, 729, 442]
- bottom-advert-line4: Κέντρον χονδρικῆς πωλήσεως: [733, 1366, 867, 1379]
- stop-press-paragraph: — Σήμερον ἑωρτάσθη ἡ πρώτη ἐπέτειος τοῦ ἑλληνογαλλικοῦ πολέμου. Ἐπὶ τῇ εὐκαιρίᾳ ταύτῃ ὁ ὑπουργὸς τῶν Στρατιωτικῶν ἀπηύθυνε πρὸς τόν στρατὸν ἡμερησίαν διαταγήν.: [1026, 780, 1299, 812]
- war-report-paragraph: Ἐ π ί σ η μ ο ν Π α ρ ι σ ί ω ν 7. Ὁ ἐπί τῆς Σωτηρίας πρακτικὸς τοῦ θοῦ γαρικοῦ πυροβολικοῦ τήν νύκτα. Βρεττανικὴ κανονιοφόρος ἐπέβαλε σιγήν εἰς τάς ἐχθρικάς πυροβολαρχίας παρά τάς ἐκβολάς τοῦ Στρυμόνος. Γάλλοι ἀερολόγοι ἐβομβάρδισαν τόν σταθμόν τῆς Γευγελῆς.: [481, 200, 729, 243]
- local-item-text: Περὶ τὴν 8 μ.μ. τῆς χθές ἐβρέθη κατά τὸ Σὸν χλμ. τῆς ὁδοῦ Μοναστηρίου νεκρός ὁ Ἀκ. Ἰωάν. Ἐργατικός Δ. Ἐπίσης. Ἡ ἀστυνομία ἐνήργησε προανάκρισιν ἐξ ἰδίου οἴκου.: [33, 400, 209, 440]
- subcolumn-census: [392, 632, 560, 1128]
- advert-address: Ὁδός Ἐγνατίας ἀρ. 316.: [85, 1242, 157, 1251]
- local-item-text: Συνελήφθησαν ὁ Π. Μολλᾶθος, Γ. Μπα-Λωμάνος ἡ Καλαβής, Νικ. Ζουναλίδου καί Σωτήρ. Λαμπρῆ, οἱ ὁποῖοι κατά τὴν διάρκειαν τῆς ἐξωτερικῆς περιοχῆς τῆς πόλεως ἦσαν αὐτόχειρες, καὶ ἐξηγήθη ὡς πλέον τελευταῖος εἰς δυσκολούς. Οἱ ἀνωτέρω προσελήφθησαν τὴν αὐτήν ὥραν.: [33, 685, 209, 744]
- war-report-paragraph: Σχεδόν εἰς ὅλον τὸ μέτωπον τὸ πυραβολικόν καθίσταται ἐπὶ μᾶ λον καὶ μᾶλλον δραστήριον, εἰς μερικὰ δὲ σημεῖα ὁ ἀγών παραβάλλεται ὡς ἀκμαῖος μονομαχίαν πυροβολικοῦ εἰς τινα σημεῖα τὸ ῥεξικὸν ψιούγες πῦρ διά τὰ ἔρχεται εἰς ἐπαφήν μετά τοῦ ἐχθροῦ.: [224, 185, 472, 228]
- advert-reklama-text: πληροφορεῖ τήν Ἀξιότιμον πελατείαν του ὅτι ἀνεβλήθη εἰς τὸ Παῦλος Ὁδιαστικὴ Νο 10 ὁδὸς Φράγκων πλησίον τοῦ Νέου δρομείου. Νέαι ἐκρήξεις γεγονότων.: [224, 860, 386, 886]
- footer-advert-line: Ο ΛΑΣΚΑΡΙΔΗΣ ΕΙΣ ΤΟ ΠΡΩΗΝ ΕΜΠΟΡΟΡΡΑΦΕΙΟΝ ΤΟΥ: [26, 1397, 1574, 1421]
- divider: [744, 478, 1299, 480]
- kaiser-paragraph: Ὁ νεοδιορισμένος Ἑλληνῶν ὡς ἔχρονος ἦτο διὰ τῆς ἀποτελεσματικῆς. Θὰ τοὺς προσανατολίσουν κατά τῆς ἐπεί Ἀτζέχτι του.: [1026, 531, 1299, 552]
- divider: [400, 875, 553, 876]
- divider: [224, 625, 729, 627]
- headline-spain-gibraltar: ΔΙ' ΙΣΠΑΝΙΑΣ ΚΑΤΑ ΤΟΥ ΓΙΒΡΑΛΤΑΡ !: [318, 446, 635, 464]
- divider: [224, 901, 385, 902]
- classified-number: (68): [197, 1038, 209, 1047]
- headline-burning-issue: ΤΟ ΦΛΕΓΟΝ ΖΗΤΗΜΑ: [904, 124, 1139, 147]
- divider: [33, 978, 209, 979]
- local-item: [33, 674, 209, 745]
- subhead-census-city: ΤΗΣ ΘΕΣΣΑΛΟΝΙΚΗΣ: [413, 652, 540, 665]
- masthead: [26, 14, 1574, 33]
- spain-paragraph: ΡΩΜΗ 7. Ἀγγέλλεται ἐκ Ἡσσαίων εἰς τὴν «Τριμπούνα» ὅτι οἱ Γερμανοί ἐξακολουθοῦν νά ἐπιβάλῃ δεδικαίον εἰς τήν φιλοθετερότητα τῆς Ἱσπανίας, ὁ ἐρχέμπορος τῶν γερμανικῶν ἐξουσίας αὐτῶν ἐξακολουθεῖ. Ἐξ ὅ λου ὑπουργείου ἐβεβαιώθη ὅτι ἐν Ἱσπανίᾳ 80,000 γερμανοί, οἵτινες, ὡς πρός ἡμᾶς γνωστό παρέμεινον εἰς τὴν Μαρ-γικῶν καί στρατιωτικῶν καί καί παρατάσεως τά θέσεις τῆς τοῦ ἀπολούθου, καί διά τῆς ὑποστηρίξεως τὰ ἀντικαταστα-: [224, 498, 387, 619]
- local-item-text: Ἀνεγέρθησαν πλησίον τοῦ ἀδημοσίου ὑγειονομείου καὶ ἐκαλύψοντο εἰς τὸν ἄνω ὄροφον. Ἐπὶ τῆς ὑγειονομογίας τὰ ἐργαλεῖα μετηνέχθησαν καὶ πρὸς 2 μέτρα, καὶ ἡ μίαν ἐργασία, τὸ δὲ ὕψος κυμαίνεται 1 1.2 μέτρου. Παρακαλεῖται ὁ ἐνδιαφερόμενος νά προσκομίσῃ καὶ προσέλθῃ πρὸς τοῦτο εἰς τὸ γραφεῖον.: [33, 457, 209, 516]
- bottom-advert-brand: ΑΔ. Ι. ΚΑΡΑΚΙΤΗ: [685, 1330, 915, 1361]
- spain-paragraph: κῶν καί τῶν πληρεξουσίων. Ἐκγυαλίστων ἀληθῶς κράτος ἐν κράτει. προβάλλονται εἰς θρασυτάτην θρᾶσιν καί τρομακρά ἐξουσίας τοῦ θελονταὶ νά πράξουν τῶν καθαρῶν τῶν. Οἱ ὑπὸ γερμανοί, συγκροτούντες θά μιᾶς, ἀποτελοῦν εἶδος γραστικοστικῆς φρουρᾶς: τοῦ γνήσιους, ἤτις, εἰς μερικά μέρος, προβάλλει κατά τῶν συν-καί προετοιμάζει μέλλοντα διαπιθέσεις εἰς τά πλευρά τοῦ ἱπανικοῦ, ὑπάγεται εἰς τάς ἀποχωρίσεις αὐτῶν εἰς τήν Γιβραλτάρ. Ἰσπανίαν καί ἐπίσκεψι γερμανικῆς ἐλπίζῃ νά προσκαλέσῃ εἰς τό τελικό μάτων τῆς περιφέρειας Τάξε.: [395, 498, 729, 619]
- masthead-date: Κυριακή 8 Ὀκτωβρίου: [32, 15, 170, 30]
- divider: [224, 319, 729, 320]
- divider: [224, 675, 385, 676]
- parliament-body: [744, 659, 1299, 703]
- subhead-food-agri: ΤΡΟΦΙΜΑ ΚΑΙ ΓΕΩΡΓΙΚΑ ΕΙΔΗ: [913, 175, 1130, 190]
- advert-address-2: Ἔναντι Ἁγίου Ἀθανασίου: [84, 1254, 158, 1263]
- subhead-groener-dictator: Ο ΣΤΡΑΤΗΓΟΣ ΓΡΕΝΕΡ ΦΕΡΕΤΑΙ ΔΙΚΤΑΤΩΡ: [323, 299, 630, 315]
- divider: [224, 728, 385, 729]
- divider: [568, 744, 728, 745]
- subhead-morocco-revolt: ΠΡΟΣΠΑΘΟΥΝ ΝΑ ΠΡΟΚΑΛΕΣΟΥΝ ΚΑΙ ΕΠΑΝΑΣΤΑΣΙΝ ΕΝ ΜΑΡΟΚΩ: [239, 473, 714, 489]
- local-item: [33, 163, 209, 214]
- headline-work: ΤΟ ΕΡΓΟΝ: [439, 766, 514, 782]
- advert-kleidesmoi-text: Ἐγκαινιάσθησαν παρά τῶν Ἑλλήνων καί ἀναγνωρισθέντες αὐθεντικά κατά τῶν δοκίμων τυγχάνει προμηθείαν καὶ εἰς τόπον τηλεβόλου ἡ ΚΠΑΠΗ καί ἀνεξαιρέτως ἀνευρίσκοντες εἰς ὁδὸν Ἐγνατίας.: [568, 1078, 729, 1113]
- flags-byline: Ὁ λιμενικός Ἐπιθεωρητής κ. Β. Κούσης ἀνακοινοῖ:: [577, 802, 720, 811]
- local-item-heading: Τά ἀδέσποτα εἴδη: [87, 275, 155, 286]
- advert-number: (102): [369, 967, 386, 976]
- headline-stop-press: ΕΠΙ ΤΟΥ ΠΙΕΣΤΗΡΙΟΥ: [930, 715, 1113, 733]
- subcolumn-monastery: [224, 632, 392, 1128]
- subhead-rebuild-city: ΤΗΣ ΘΕΣΣΑΛΟΝΙΚΗΣ: [585, 652, 712, 665]
- advert-therapy-heading: ΘΕΡΑΠΕΙΑ ΚΝΗΣ: [253, 906, 357, 919]
- divider: [224, 179, 729, 180]
- masthead-paper-name: ΜΑΚΕΔΟΝΙΑ: [747, 14, 870, 30]
